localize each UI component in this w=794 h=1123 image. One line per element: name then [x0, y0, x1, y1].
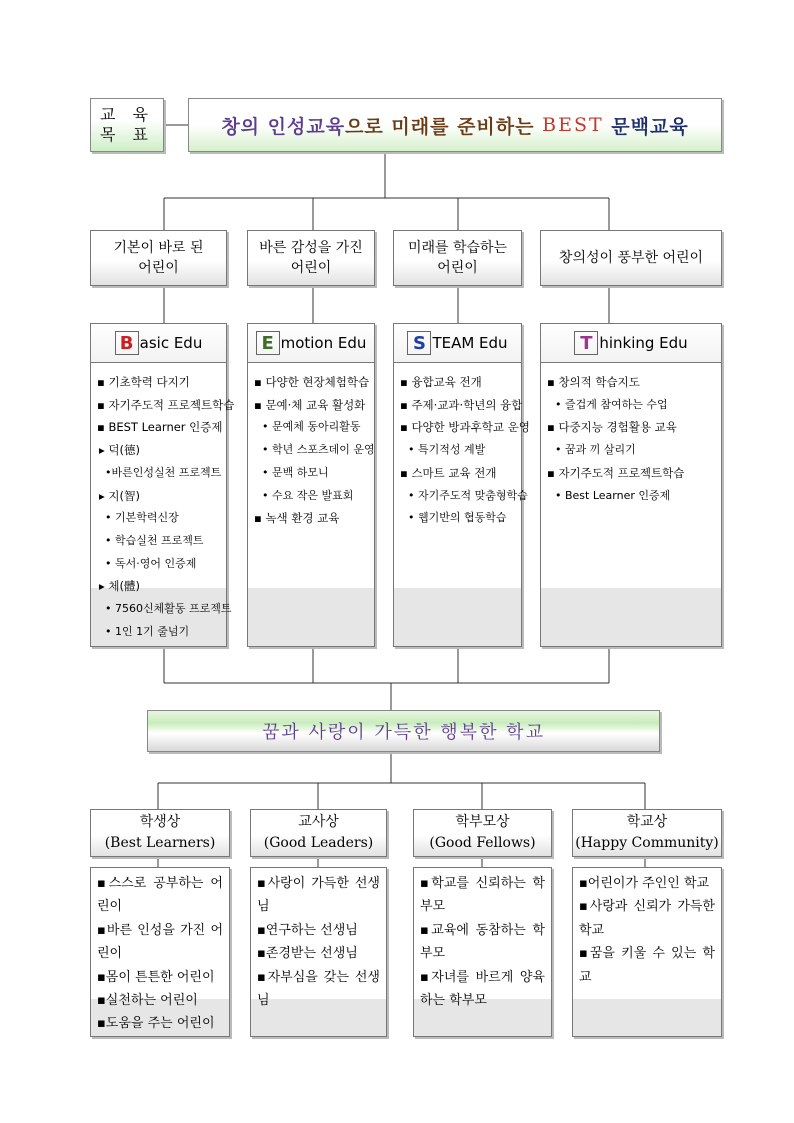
edu-list-item: • 특기적성 계발 — [408, 443, 486, 457]
role-list-item: ▪몸이 튼튼한 어린이 — [97, 969, 215, 985]
aim-box-2 — [247, 230, 375, 286]
edu-list-item: ▸ 지(智) — [99, 488, 141, 503]
aim-4-line1: 창의성이 풍부한 어린이 — [558, 250, 704, 266]
edu-box-thinking — [540, 323, 722, 647]
edu-box-basic — [90, 323, 235, 647]
edu-list-item: • 문백 하모니 — [262, 465, 329, 479]
aim-box-3 — [393, 230, 522, 286]
role-list-item: ▪교육에 동참하는 학부모 — [420, 922, 545, 962]
edu-list-item: • 웹기반의 협동학습 — [408, 511, 507, 525]
goal-text-part5: 문백교육 — [603, 115, 689, 138]
role-list-item: ▪꿈을 키울 수 있는 학교 — [579, 946, 715, 985]
edu-list-item: ▪ 창의적 학습지도 — [547, 375, 640, 389]
letter-s-icon: S — [407, 331, 431, 355]
goal-text-best: BEST — [542, 114, 604, 136]
edu-title-basic: asic Edu — [139, 334, 203, 352]
edu-list-item: ▪ 녹색 환경 교육 — [254, 511, 340, 526]
edu-head-steam — [394, 324, 521, 363]
role-list-item: ▪학교를 신뢰하는 학부모 — [420, 876, 545, 915]
edu-list-item: • 꿈과 끼 살리기 — [555, 443, 636, 457]
edu-list-item: • 기본학력신장 — [105, 511, 179, 525]
edu-list-item: • 7560신체활동 프로젝트 — [105, 602, 232, 616]
edu-list-item: ▪ 다양한 방과후학교 운영 — [400, 420, 530, 435]
role-subtitle-students: (Best Learners) — [104, 835, 216, 851]
edu-title-steam: TEAM Edu — [432, 334, 508, 352]
letter-t-icon: T — [574, 331, 598, 355]
goal-label-box — [90, 98, 164, 152]
aim-2-line2: 어린이 — [290, 260, 332, 276]
role-list-item: ▪스스로 공부하는 어린이 — [97, 876, 223, 915]
edu-list-item: ▪ 융합교육 전개 — [400, 375, 482, 389]
goal-text-part2: 으로 — [345, 115, 392, 138]
edu-list-item: ▸ 덕(德) — [99, 443, 141, 458]
edu-title-emotion: motion Edu — [280, 334, 367, 352]
aim-3-line1: 미래를 학습하는 — [407, 240, 508, 256]
edu-head-thinking — [541, 324, 721, 363]
goal-text-part1: 창의 인성교육 — [221, 115, 346, 138]
edu-list-item: ▪ 다중지능 경험활용 교육 — [547, 420, 677, 435]
letter-e-icon: E — [256, 331, 280, 355]
edu-list-item: • 1인 1기 줄넘기 — [105, 624, 190, 638]
role-list-item: ▪어린이가 주인인 학교 — [579, 876, 710, 891]
edu-list-thinking — [541, 363, 721, 507]
edu-list-item: ▸ 체(體) — [99, 579, 141, 594]
edu-head-emotion — [248, 324, 374, 363]
edu-list-item: • 즐겁게 참여하는 수업 — [555, 397, 668, 411]
role-list-item: ▪도움을 주는 어린이 — [97, 1016, 215, 1032]
goal-label-line2: 목 표 — [100, 125, 154, 144]
role-title-school: 학교상 — [626, 814, 668, 830]
role-head-teachers — [250, 809, 387, 857]
aim-box-1 — [90, 230, 227, 286]
edu-box-steam — [393, 323, 530, 647]
edu-list-item: ▪ 다양한 현장체험학습 — [254, 375, 370, 389]
aim-3-line2: 어린이 — [437, 260, 478, 276]
edu-list-basic — [91, 363, 235, 643]
goal-statement — [188, 98, 722, 152]
aim-2-line1: 바른 감성을 가진 — [259, 240, 363, 256]
role-list-item: ▪사랑과 신뢰가 가득한 학교 — [579, 899, 715, 938]
role-list-item: ▪존경받는 선생님 — [257, 946, 358, 962]
role-list-item: ▪사랑이 가득한 선생님 — [257, 876, 380, 915]
edu-list-item: ▪ 스마트 교육 전개 — [400, 465, 497, 480]
role-head-parents — [413, 809, 552, 857]
edu-list-item: • 학년 스포츠데이 운영 — [262, 443, 375, 457]
role-list-school — [572, 867, 722, 1037]
edu-list-item: ▪ 자기주도적 프로젝트학습 — [547, 465, 685, 480]
role-list-teachers — [250, 867, 387, 1037]
aim-box-4 — [540, 230, 722, 286]
role-title-teachers: 교사상 — [298, 814, 339, 830]
school-vision-banner: 꿈과 사랑이 가득한 행복한 학교 — [147, 710, 660, 752]
role-subtitle-teachers: (Good Leaders) — [263, 835, 374, 851]
role-list-item: ▪바른 인성을 가진 어린이 — [97, 922, 223, 962]
edu-list-emotion — [248, 363, 374, 530]
edu-list-item: ▪ 자기주도적 프로젝트학습 — [97, 397, 235, 412]
aim-1-line2: 어린이 — [138, 260, 179, 276]
role-subtitle-school: (Happy Community) — [575, 835, 719, 851]
edu-list-item: • 학습실천 프로젝트 — [105, 533, 204, 547]
aim-1-line1: 기본이 바로 된 — [113, 240, 204, 256]
role-title-students: 학생상 — [139, 814, 181, 830]
edu-list-item: • 문예체 동아리활동 — [262, 420, 361, 434]
edu-list-item: ▪ 기초학력 다지기 — [97, 375, 190, 389]
edu-list-steam — [394, 363, 530, 530]
role-list-item: ▪실천하는 어린이 — [97, 993, 198, 1009]
role-list-item: ▪연구하는 선생님 — [257, 922, 358, 938]
letter-b-icon: B — [115, 331, 139, 355]
edu-list-item: • Best Learner 인증제 — [555, 488, 671, 502]
edu-head-basic — [91, 324, 226, 363]
edu-title-thinking: hinking Edu — [599, 334, 688, 352]
edu-box-emotion — [247, 323, 375, 647]
edu-list-item: • 독서·영어 인증제 — [105, 556, 197, 570]
role-title-parents: 학부모상 — [455, 814, 510, 830]
goal-text-part3: 미래를 준비하는 — [391, 115, 543, 138]
edu-list-item: • 자기주도적 맞춤형학습 — [408, 488, 528, 502]
edu-list-item: • 수요 작은 발표회 — [262, 488, 354, 502]
role-head-students — [90, 809, 230, 857]
role-list-item: ▪자녀를 바르게 양육하는 학부모 — [420, 969, 545, 1009]
role-list-item: ▪자부심을 갖는 선생님 — [257, 969, 380, 1009]
role-head-school — [572, 809, 722, 857]
edu-list-item: ▪ 주제·교과·학년의 융합 — [400, 397, 523, 412]
role-list-students — [90, 867, 230, 1037]
edu-list-item: ▪ BEST Learner 인증제 — [97, 420, 223, 435]
goal-label-line1: 교 육 — [100, 105, 154, 124]
role-list-parents — [413, 867, 552, 1037]
role-subtitle-parents: (Good Fellows) — [429, 835, 536, 851]
edu-list-item: ▪ 문예·체 교육 활성화 — [254, 397, 366, 412]
edu-list-item: •바른인성실천 프로젝트 — [105, 465, 222, 479]
